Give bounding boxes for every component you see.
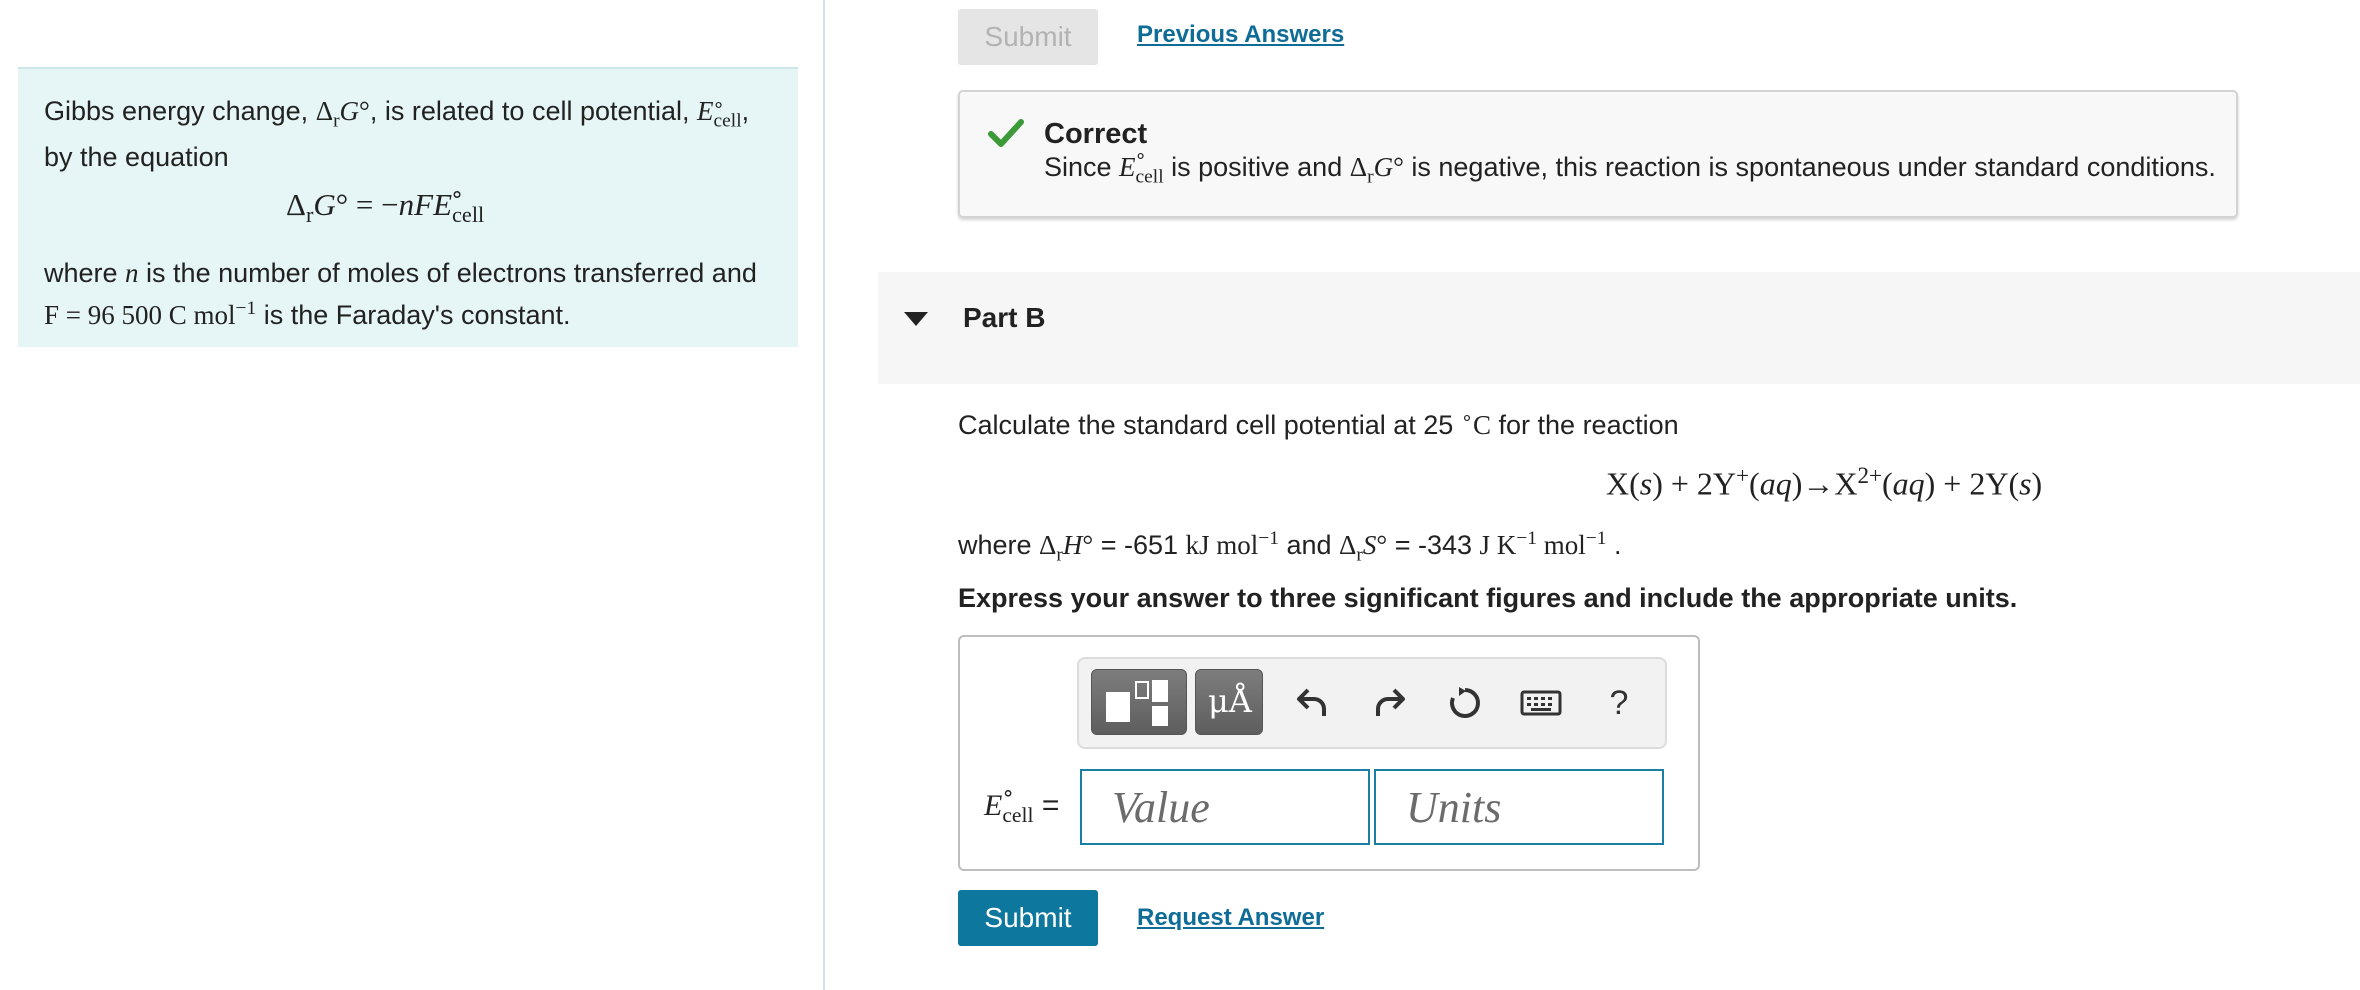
checkmark-icon — [988, 118, 1024, 148]
keyboard-icon[interactable] — [1517, 683, 1565, 723]
feedback-text: Since E ∘ $_{cell}$ is positive and $\Delta_rG^\circ$ is negative, this reaction is spontaneous under standard conditions. — [1044, 146, 2216, 188]
hint-paragraph-2: where n is the number of moles of electrons transferred and F = 96 500 C mol$^{-1}$ is the Faraday's constant. — [44, 258, 757, 330]
hint-box — [18, 67, 798, 347]
submit-button-disabled[interactable]: Submit — [958, 9, 1098, 65]
panel-divider — [823, 0, 825, 990]
units-input[interactable] — [1374, 769, 1664, 845]
undo-icon[interactable] — [1293, 683, 1333, 723]
feedback-title: Correct — [1044, 118, 1148, 150]
caret-down-icon[interactable] — [904, 312, 928, 326]
help-icon[interactable]: ? — [1609, 683, 1629, 722]
symbols-button[interactable]: μÅ — [1195, 669, 1263, 735]
value-input[interactable] — [1080, 769, 1370, 845]
math-toolbar — [1077, 657, 1667, 749]
request-answer-link[interactable]: Request Answer — [1137, 904, 1325, 931]
thermo-values: where $\Delta_rH^\circ = -651$ kJ mol$^{-1}$ and $\Delta_rS^\circ = -343$ J $K^{-1}$ mol$^{-1}$ . — [958, 528, 1622, 566]
reaction-equation: $X(s) + 2Y^+(aq)\to X^{2+}(aq) + 2Y(s)$ — [1606, 462, 2043, 502]
hint-paragraph-1: Gibbs energy change, $\Delta_rG^\circ$, is related to cell potential, E ∘ $_{cell}$, by the equation — [44, 95, 750, 173]
redo-icon[interactable] — [1369, 683, 1409, 723]
templates-button[interactable] — [1091, 669, 1187, 735]
part-b-title: Part B — [963, 302, 1046, 333]
ecell-label: E ∘ $_{cell}$ = — [984, 781, 1060, 827]
previous-answers-link[interactable]: Previous Answers — [1137, 21, 1345, 48]
part-b-header[interactable] — [878, 272, 2360, 384]
correct-feedback — [958, 90, 2238, 218]
gibbs-equation: $\Delta_rG^\circ = -nFE$ ∘ $_{cell}$ — [286, 182, 485, 228]
reset-icon[interactable] — [1445, 683, 1485, 723]
answer-instruction: Express your answer to three significant figures and include the appropriate units. — [958, 583, 2018, 613]
templates-icon — [1092, 670, 1188, 736]
answer-box — [958, 635, 1700, 871]
question-text: Calculate the standard cell potential at 25 ∘C for the reaction — [958, 408, 1679, 440]
submit-button[interactable]: Submit — [958, 890, 1098, 946]
